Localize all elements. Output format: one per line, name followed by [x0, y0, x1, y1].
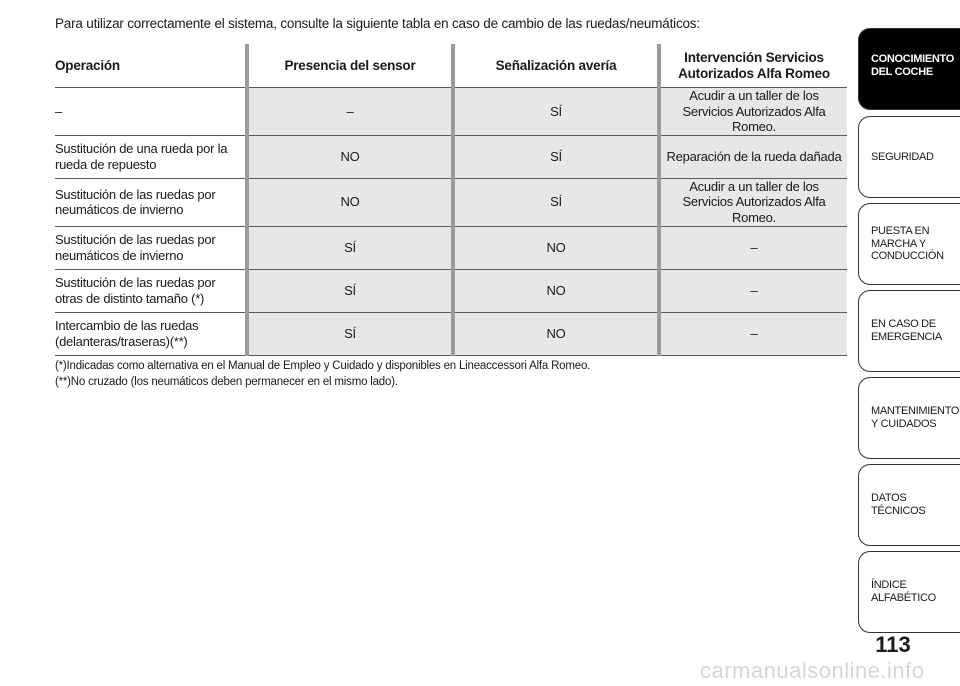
tab-datos-tecnicos[interactable] [858, 464, 960, 546]
table-row [55, 88, 847, 136]
cell-operation: Sustitución de las ruedas por neumáticos de invierno [55, 226, 247, 269]
table-row [55, 269, 847, 312]
tab-label: MANTENIMIENTO Y CUIDADOS [871, 405, 960, 430]
cell-service: Acudir a un taller de los Servicios Autorizados Alfa Romeo. [659, 88, 847, 136]
cell-fault-signal: SÍ [453, 88, 659, 136]
footnote-1: (*)Indicadas como alternativa en el Manual de Empleo y Cuidado y disponibles en Lineaccessori Alfa Romeo. [55, 360, 591, 372]
cell-sensor: SÍ [247, 269, 453, 312]
cell-fault-signal: SÍ [453, 135, 659, 178]
cell-sensor: SÍ [247, 226, 453, 269]
cell-operation: – [55, 88, 247, 136]
cell-sensor: SÍ [247, 312, 453, 355]
tab-puesta-en-marcha[interactable] [858, 203, 960, 285]
footnotes [55, 358, 590, 390]
cell-sensor: – [247, 88, 453, 136]
tab-conocimiento-del-coche[interactable] [858, 28, 960, 110]
cell-fault-signal: SÍ [453, 178, 659, 226]
table-row [55, 135, 847, 178]
cell-service: Acudir a un taller de los Servicios Autorizados Alfa Romeo. [659, 178, 847, 226]
tab-indice-alfabetico[interactable] [858, 551, 960, 633]
wheel-change-table [55, 44, 847, 356]
tab-label: DATOS TÉCNICOS [871, 492, 926, 517]
table-row [55, 226, 847, 269]
cell-operation: Sustitución de una rueda por la rueda de repuesto [55, 135, 247, 178]
cell-fault-signal: NO [453, 269, 659, 312]
footnote-2: (**)No cruzado (los neumáticos deben permanecer en el mismo lado). [55, 376, 398, 388]
cell-sensor: NO [247, 178, 453, 226]
header-sensor: Presencia del sensor [247, 44, 453, 88]
cell-service: – [659, 269, 847, 312]
tab-label: PUESTA EN MARCHA Y CONDUCCIÓN [871, 225, 944, 263]
cell-fault-signal: NO [453, 312, 659, 355]
header-fault-signal: Señalización avería [453, 44, 659, 88]
tab-label: ÍNDICE ALFABÉTICO [871, 579, 936, 604]
page-number: 113 [875, 632, 911, 657]
intro-text: Para utilizar correctamente el sistema, consulte la siguiente tabla en caso de cambio de las ruedas/neumáticos: [55, 16, 700, 31]
table-row [55, 178, 847, 226]
cell-service: – [659, 312, 847, 355]
watermark: carmanualsonline.info [700, 658, 925, 683]
cell-service: Reparación de la rueda dañada [659, 135, 847, 178]
cell-operation: Sustitución de las ruedas por otras de distinto tamaño (*) [55, 269, 247, 312]
table-header-row [55, 44, 847, 88]
header-operation: Operación [55, 57, 120, 73]
cell-fault-signal: NO [453, 226, 659, 269]
header-service: Intervención Servicios Autorizados Alfa Romeo [659, 44, 847, 88]
cell-service: – [659, 226, 847, 269]
tab-mantenimiento[interactable] [858, 377, 960, 459]
tab-label: EN CASO DE EMERGENCIA [871, 318, 942, 343]
cell-sensor: NO [247, 135, 453, 178]
cell-operation: Intercambio de las ruedas (delanteras/traseras)(**) [55, 312, 247, 355]
tab-label: SEGURIDAD [871, 150, 934, 163]
tab-label: CONOCIMIENTO DEL COCHE [871, 53, 954, 78]
tab-en-caso-de-emergencia[interactable] [858, 290, 960, 372]
tab-seguridad[interactable] [858, 116, 960, 198]
cell-operation: Sustitución de las ruedas por neumáticos de invierno [55, 178, 247, 226]
table-row [55, 312, 847, 355]
